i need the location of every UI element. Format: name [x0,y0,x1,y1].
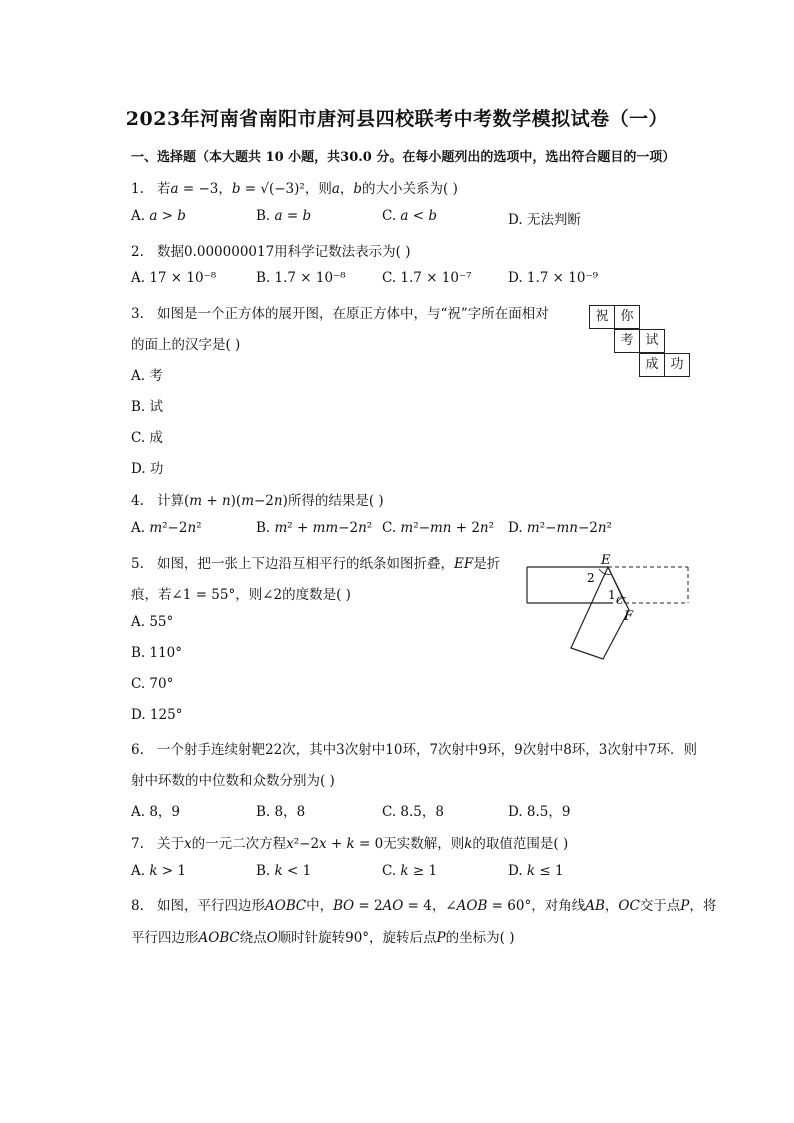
net-cell: 试 [639,329,665,353]
option-b: B. 𝑘 < 1 [256,863,312,879]
option-a: A. 55° [131,614,174,630]
question-text: 计算(𝑚 + 𝑛)(𝑚−2𝑛)所得的结果是( ) [157,493,384,509]
option-b: B. 110° [131,645,183,661]
question-number: 5. [131,556,144,572]
option-c: C. 𝑚²−𝑚𝑛 + 2𝑛² [382,520,495,536]
label-f: F [624,609,634,624]
net-cell: 功 [664,353,690,377]
question-4 [131,489,384,509]
question-3 [131,302,549,322]
question-7 [131,832,568,852]
question-text: 关于𝑥的一元二次方程𝑥²−2𝑥 + 𝑘 = 0无实数解，则𝑘的取值范围是( ) [157,836,569,852]
cube-net-figure [589,305,691,379]
folded-part [571,567,629,659]
question-2 [131,240,411,260]
option-c: C. 成 [131,430,163,446]
question-text: 如图，平行四边形𝐴𝑂𝐵𝐶中，𝐵𝑂 = 2𝐴𝑂 = 4，∠𝐴𝑂𝐵 = 60°，对角线𝐴𝐵，𝑂𝐶交于点𝑃，将 [157,898,717,914]
option-d: D. 𝑘 ≤ 1 [508,863,564,879]
option-d: D. 1.7 × 10⁻⁹ [508,270,599,286]
option-c: C. 𝑘 ≥ 1 [382,863,438,879]
option-d: D. 功 [131,461,164,477]
option-b: B. 𝑚² + 𝑚𝑚−2𝑛² [256,520,373,536]
question-3-line-2: 的面上的汉字是( ) [131,337,241,353]
question-number: 8. [131,898,144,914]
option-a: A. 𝑎 > 𝑏 [131,208,186,224]
option-a: A. 𝑚²−2𝑛² [131,520,202,536]
option-b: B. 试 [131,399,164,415]
question-number: 6. [131,742,144,758]
question-8 [131,894,716,914]
exam-title: 2023年河南省南阳市唐河县四校联考中考数学模拟试卷（一） [125,108,669,130]
net-cell: 成 [639,353,665,377]
question-number: 2. [131,244,144,260]
question-8-line-2: 平行四边形𝐴𝑂𝐵𝐶绕点𝑂顺时针旋转90°，旋转后点𝑃的坐标为( ) [131,930,515,946]
option-d: D. 无法判断 [508,212,581,228]
question-number: 4. [131,493,144,509]
label-1: 1 [608,588,616,602]
question-number: 3. [131,306,144,322]
section-heading: 一、选择题（本大题共 10 小题，共30.0 分。在每小题列出的选项中，选出符合题目的一项） [131,150,676,165]
option-a: A. 8，9 [131,804,181,820]
option-c: C. 1.7 × 10⁻⁷ [382,270,472,286]
question-text: 如图是一个正方体的展开图，在原正方体中，与“祝”字所在面相对 [157,306,549,322]
option-b: B. 𝑎 = 𝑏 [256,208,312,224]
option-b: B. 8，8 [256,804,306,820]
net-cell: 你 [614,305,640,329]
option-c: C. 𝑎 < 𝑏 [382,208,438,224]
question-text: 一个射手连续射靶22次，其中3次射中10环，7次射中9环，9次射中8环，3次射中7环．则 [157,742,697,758]
option-c: C. 70° [131,676,174,692]
option-d: D. 8.5，9 [508,804,571,820]
net-cell: 祝 [589,305,615,329]
option-a: A. 考 [131,368,163,384]
label-2: 2 [587,571,595,585]
label-e: E [601,553,611,568]
option-d: D. 𝑚²−𝑚𝑛−2𝑛² [508,520,612,536]
option-c: C. 8.5，8 [382,804,444,820]
question-text: 数据0.000000017用科学记数法表示为( ) [157,244,411,260]
option-a: A. 17 × 10⁻⁸ [131,270,217,286]
label-c: C [616,596,624,607]
option-b: B. 1.7 × 10⁻⁸ [256,270,346,286]
question-number: 7. [131,836,144,852]
question-6 [131,738,697,758]
paper-fold-figure [520,548,695,663]
question-1 [131,177,458,197]
net-cell: 考 [614,329,640,353]
question-5 [131,552,500,572]
option-d: D. 125° [131,707,183,723]
question-6-line-2: 射中环数的中位数和众数分别为( ) [131,773,335,789]
question-5-line-2: 痕，若∠1 = 55°，则∠2的度数是( ) [131,587,351,603]
question-number: 1. [131,181,144,197]
option-a: A. 𝑘 > 1 [131,863,186,879]
question-text: 若𝑎 = −3，𝑏 = √(−3)²，则𝑎，𝑏的大小关系为( ) [157,181,458,197]
question-text: 如图，把一张上下边沿互相平行的纸条如图折叠，𝐸𝐹是折 [157,556,501,572]
